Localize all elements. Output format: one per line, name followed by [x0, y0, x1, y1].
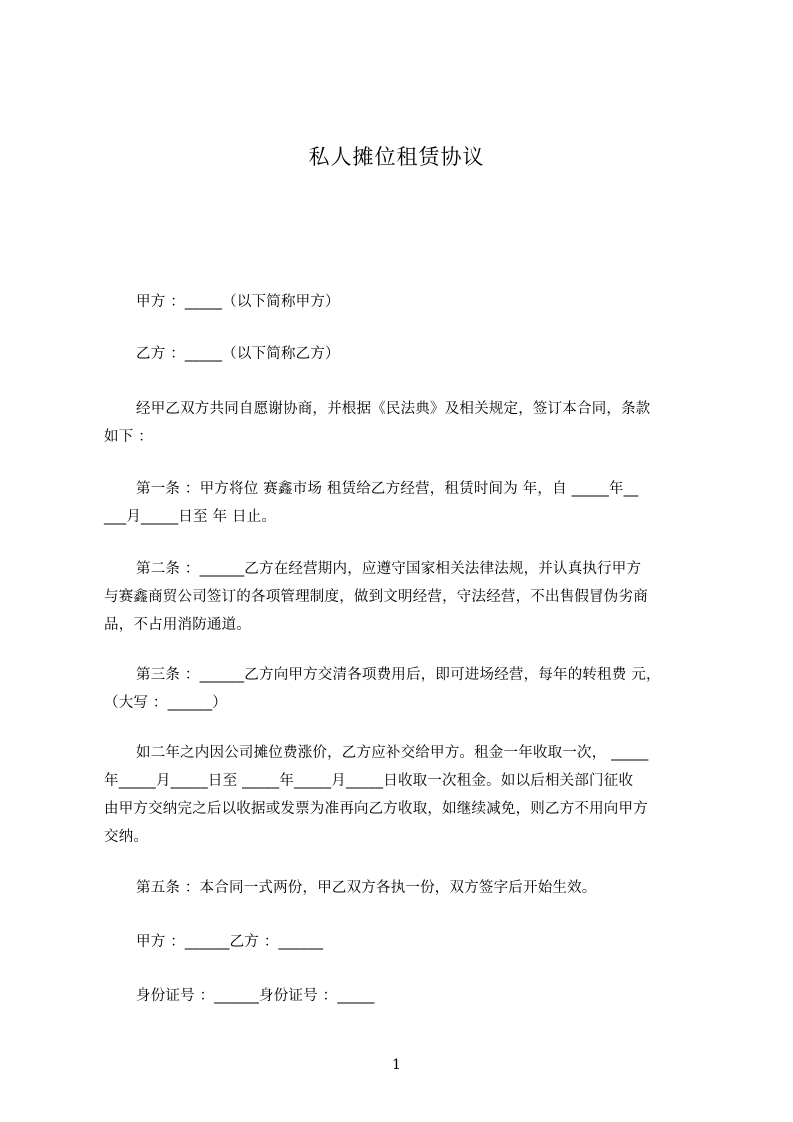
text-line: 乙方 ：_____（以下简称乙方）: [136, 346, 340, 362]
text-line: 年_____月_____日至 _____年_____月_____日收取一次租金。如以后相关部门征收: [104, 773, 634, 789]
text-line: 身份证号 ：______身份证号 ：_____: [136, 988, 375, 1004]
text-line: 甲方 ：______乙方 ：______: [136, 934, 324, 950]
text-line: 由甲方交纳完之后以收据或发票为准再向乙方收取，如继续减免，则乙方不用向甲方: [104, 801, 648, 817]
rent-paragraph: [104, 739, 704, 851]
text-line: 交纳。: [104, 829, 149, 845]
text-line: 如下 ：: [104, 429, 153, 445]
text-line: 第三条 ：______乙方向甲方交清各项费用后，即可进场经营，每年的转租费 元，: [136, 667, 661, 683]
text-line: （大写 ：______）: [104, 695, 228, 711]
text-line: 经甲乙双方共同自愿谢协商，并根据《民法典》及相关规定，签订本合同，条款: [136, 401, 651, 417]
text-line: 第五条 ：本合同一式两份，甲乙双方各执一份，双方签字后开始生效。: [136, 880, 597, 896]
text-line: 甲方 ：_____（以下简称甲方）: [136, 294, 340, 310]
text-line: 如二年之内因公司摊位费涨价，乙方应补交给甲方。租金一年收取一次， _____: [136, 745, 649, 761]
text-line: 第一条 ：甲方将位 赛鑫市场 租赁给乙方经营，租赁时间为 年，自 _____年__: [136, 481, 639, 497]
text-line: 与赛鑫商贸公司签订的各项管理制度，做到文明经营，守法经营，不出售假冒伪劣商: [104, 589, 648, 605]
article-3-paragraph: [104, 661, 704, 717]
page-number: 1: [392, 1057, 401, 1073]
preamble-paragraph: [104, 395, 704, 451]
article-5-paragraph: [104, 874, 704, 902]
article-2-paragraph: [104, 555, 704, 639]
id-number-line: [104, 982, 704, 1010]
text-line: 第二条 ：______乙方在经营期内，应遵守国家相关法律法规，并认真执行甲方: [136, 561, 642, 577]
party-b-line: [104, 340, 704, 368]
article-1-paragraph: [104, 475, 704, 531]
party-a-line: [104, 288, 704, 316]
document-title: 私人摊位租赁协议: [308, 145, 485, 169]
text-line: ___月_____日至 年 日止。: [104, 509, 277, 525]
text-line: 品，不占用消防通道。: [104, 617, 251, 633]
signature-line: [104, 928, 704, 956]
